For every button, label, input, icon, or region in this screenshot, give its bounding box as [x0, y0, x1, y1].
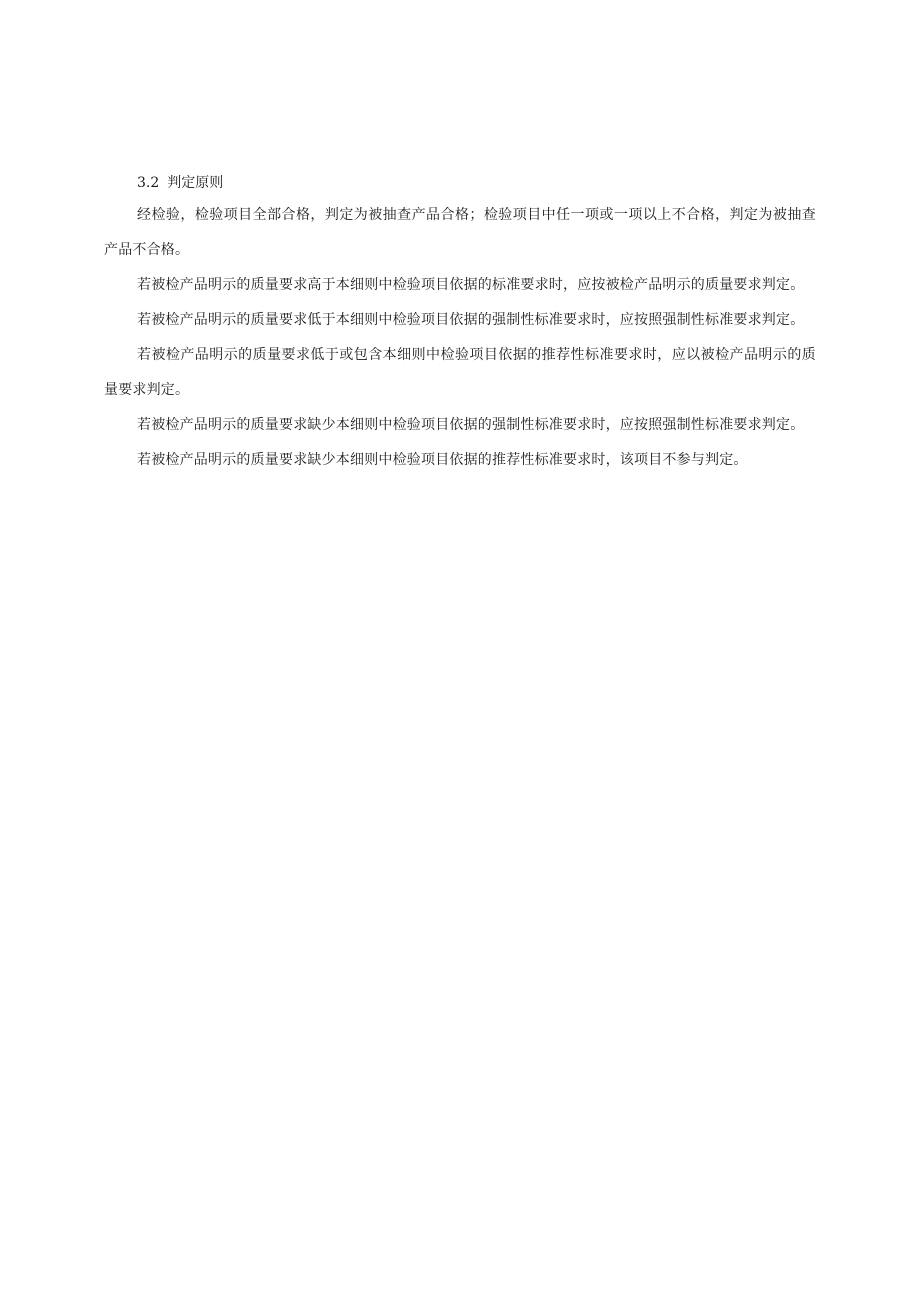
- paragraph-missing-recommended: 若被检产品明示的质量要求缺少本细则中检验项目依据的推荐性标准要求时，该项目不参与判定。: [137, 452, 748, 468]
- section-heading: [104, 168, 816, 198]
- paragraph-missing-mandatory: 若被检产品明示的质量要求缺少本细则中检验项目依据的强制性标准要求时，应按照强制性标准要求判定。: [137, 417, 805, 433]
- paragraph-lower-recommended: 若被检产品明示的质量要求低于或包含本细则中检验项目依据的推荐性标准要求时，应以被检产品明示的质量要求判定。: [104, 347, 816, 398]
- paragraph-lower-mandatory: 若被检产品明示的质量要求低于本细则中检验项目依据的强制性标准要求时，应按照强制性标准要求判定。: [137, 312, 805, 328]
- paragraph-higher-requirement: 若被检产品明示的质量要求高于本细则中检验项目依据的标准要求时，应按被检产品明示的质量要求判定。: [137, 277, 805, 293]
- paragraph-overall-judgment: 经检验，检验项目全部合格，判定为被抽查产品合格；检验项目中任一项或一项以上不合格，判定为被抽查产品不合格。: [104, 207, 816, 258]
- section-number: 3.2: [137, 175, 160, 191]
- document-page: [104, 168, 816, 478]
- section-title: 判定原则: [167, 175, 224, 191]
